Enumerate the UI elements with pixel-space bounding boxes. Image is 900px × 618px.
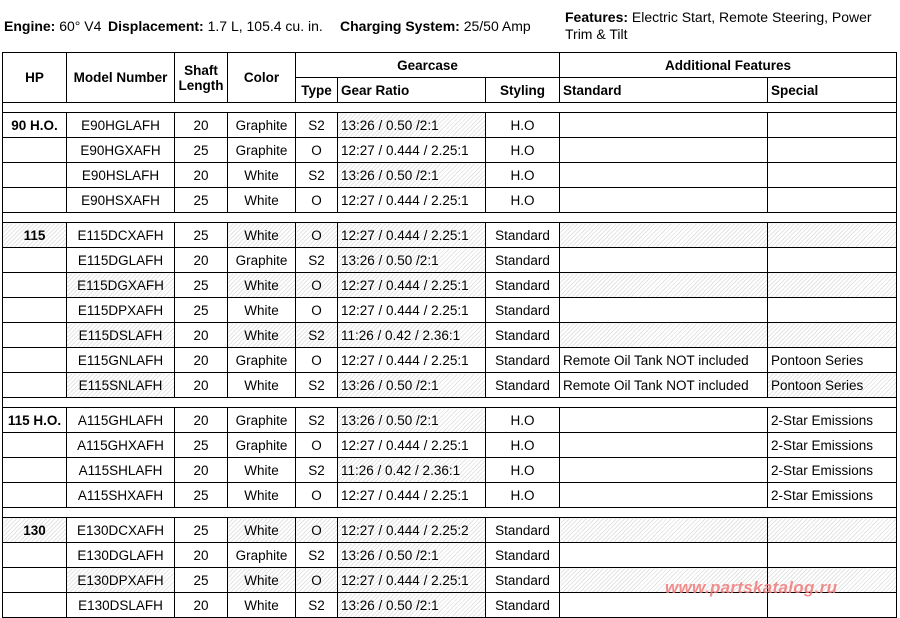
cell-styling: Standard <box>486 248 560 273</box>
cell-standard <box>560 298 768 323</box>
table-body <box>3 103 897 618</box>
engine-value: 60° V4 <box>59 18 102 34</box>
cell-special <box>768 298 897 323</box>
cell-ratio: 13:26 / 0.50 /2:1 <box>338 113 486 138</box>
cell-special: 2-Star Emissions <box>768 408 897 433</box>
cell-model: E115DGLAFH <box>67 248 175 273</box>
cell-hp <box>3 188 67 213</box>
col-standard: Standard <box>560 78 768 103</box>
cell-hp <box>3 483 67 508</box>
cell-type: O <box>296 348 338 373</box>
displacement-value: 1.7 L, 105.4 cu. in. <box>207 18 323 34</box>
cell-standard <box>560 518 768 543</box>
cell-hp: 115 H.O. <box>3 408 67 433</box>
table-row <box>3 543 897 568</box>
cell-color: Graphite <box>228 348 296 373</box>
cell-type: O <box>296 298 338 323</box>
cell-model: E115DPXAFH <box>67 298 175 323</box>
cell-shaft: 20 <box>175 248 228 273</box>
cell-shaft: 20 <box>175 163 228 188</box>
col-gear-ratio: Gear Ratio <box>338 78 486 103</box>
cell-shaft: 20 <box>175 408 228 433</box>
cell-styling: H.O <box>486 433 560 458</box>
cell-standard <box>560 433 768 458</box>
cell-color: White <box>228 223 296 248</box>
cell-ratio: 13:26 / 0.50 /2:1 <box>338 408 486 433</box>
cell-styling: Standard <box>486 348 560 373</box>
cell-special <box>768 518 897 543</box>
spacer-cell <box>3 103 897 113</box>
col-gearcase: Gearcase <box>296 53 560 78</box>
cell-hp <box>3 593 67 618</box>
cell-model: E90HSLAFH <box>67 163 175 188</box>
cell-special: Pontoon Series <box>768 373 897 398</box>
watermark: www.partskatalog.ru <box>665 578 838 597</box>
features-label: Features: <box>565 9 629 25</box>
spacer-cell <box>3 398 897 408</box>
spacer-cell <box>3 213 897 223</box>
cell-ratio: 13:26 / 0.50 /2:1 <box>338 593 486 618</box>
cell-ratio: 12:27 / 0.444 / 2.25:1 <box>338 483 486 508</box>
table-row <box>3 458 897 483</box>
col-shaft-line1: Shaft <box>184 62 218 78</box>
cell-ratio: 12:27 / 0.444 / 2.25:1 <box>338 188 486 213</box>
cell-shaft: 25 <box>175 138 228 163</box>
cell-hp <box>3 298 67 323</box>
cell-ratio: 12:27 / 0.444 / 2.25:2 <box>338 518 486 543</box>
cell-hp <box>3 568 67 593</box>
cell-special: 2-Star Emissions <box>768 458 897 483</box>
cell-color: White <box>228 458 296 483</box>
cell-hp: 115 <box>3 223 67 248</box>
cell-model: E115DSLAFH <box>67 323 175 348</box>
cell-hp <box>3 248 67 273</box>
cell-styling: H.O <box>486 113 560 138</box>
cell-styling: Standard <box>486 373 560 398</box>
cell-hp <box>3 458 67 483</box>
cell-standard <box>560 408 768 433</box>
cell-standard <box>560 458 768 483</box>
cell-shaft: 25 <box>175 188 228 213</box>
cell-special: Pontoon Series <box>768 348 897 373</box>
cell-color: White <box>228 518 296 543</box>
cell-special <box>768 188 897 213</box>
cell-special <box>768 138 897 163</box>
cell-type: S2 <box>296 323 338 348</box>
cell-special <box>768 543 897 568</box>
table-row <box>3 113 897 138</box>
cell-standard: Remote Oil Tank NOT included <box>560 373 768 398</box>
cell-model: E90HSXAFH <box>67 188 175 213</box>
cell-styling: Standard <box>486 568 560 593</box>
table-row <box>3 323 897 348</box>
cell-type: S2 <box>296 373 338 398</box>
cell-model: E90HGLAFH <box>67 113 175 138</box>
cell-color: White <box>228 593 296 618</box>
cell-styling: H.O <box>486 408 560 433</box>
cell-color: Graphite <box>228 543 296 568</box>
table-row <box>3 298 897 323</box>
cell-type: S2 <box>296 458 338 483</box>
cell-color: Graphite <box>228 433 296 458</box>
cell-special: 2-Star Emissions <box>768 483 897 508</box>
displacement-label: Displacement: <box>108 18 204 34</box>
cell-type: S2 <box>296 543 338 568</box>
cell-type: S2 <box>296 113 338 138</box>
group-spacer <box>3 508 897 518</box>
cell-styling: H.O <box>486 458 560 483</box>
cell-color: White <box>228 483 296 508</box>
table-row <box>3 273 897 298</box>
cell-styling: Standard <box>486 593 560 618</box>
cell-shaft: 25 <box>175 433 228 458</box>
cell-ratio: 12:27 / 0.444 / 2.25:1 <box>338 568 486 593</box>
cell-type: O <box>296 273 338 298</box>
cell-styling: Standard <box>486 323 560 348</box>
engine-spec <box>4 18 101 34</box>
cell-standard <box>560 188 768 213</box>
cell-ratio: 13:26 / 0.50 /2:1 <box>338 373 486 398</box>
cell-hp <box>3 138 67 163</box>
cell-color: White <box>228 298 296 323</box>
cell-ratio: 12:27 / 0.444 / 2.25:1 <box>338 433 486 458</box>
cell-model: A115SHXAFH <box>67 483 175 508</box>
cell-type: O <box>296 483 338 508</box>
cell-type: S2 <box>296 163 338 188</box>
cell-ratio: 12:27 / 0.444 / 2.25:1 <box>338 348 486 373</box>
table-row <box>3 248 897 273</box>
cell-shaft: 20 <box>175 458 228 483</box>
cell-hp <box>3 273 67 298</box>
displacement-spec <box>108 18 323 34</box>
cell-model: E115DGXAFH <box>67 273 175 298</box>
cell-model: E115GNLAFH <box>67 348 175 373</box>
cell-special <box>768 323 897 348</box>
col-styling: Styling <box>486 78 560 103</box>
cell-ratio: 12:27 / 0.444 / 2.25:1 <box>338 298 486 323</box>
table-row <box>3 373 897 398</box>
group-spacer <box>3 398 897 408</box>
table-row <box>3 348 897 373</box>
cell-styling: H.O <box>486 163 560 188</box>
col-type: Type <box>296 78 338 103</box>
charging-spec <box>340 18 531 34</box>
cell-type: S2 <box>296 593 338 618</box>
col-hp: HP <box>3 53 67 103</box>
table-row <box>3 223 897 248</box>
cell-hp <box>3 433 67 458</box>
features-spec <box>565 9 895 43</box>
cell-shaft: 20 <box>175 348 228 373</box>
cell-standard <box>560 248 768 273</box>
cell-color: White <box>228 568 296 593</box>
cell-model: E130DSLAFH <box>67 593 175 618</box>
cell-hp <box>3 348 67 373</box>
cell-styling: H.O <box>486 138 560 163</box>
cell-ratio: 13:26 / 0.50 /2:1 <box>338 248 486 273</box>
cell-ratio: 13:26 / 0.50 /2:1 <box>338 543 486 568</box>
table-row <box>3 433 897 458</box>
col-additional: Additional Features <box>560 53 897 78</box>
col-shaft <box>175 53 228 103</box>
cell-shaft: 25 <box>175 518 228 543</box>
cell-standard <box>560 223 768 248</box>
cell-model: E115DCXAFH <box>67 223 175 248</box>
cell-model: E130DPXAFH <box>67 568 175 593</box>
engine-label: Engine: <box>4 18 56 34</box>
table-row <box>3 408 897 433</box>
cell-hp <box>3 323 67 348</box>
cell-standard <box>560 323 768 348</box>
cell-special <box>768 248 897 273</box>
cell-shaft: 25 <box>175 273 228 298</box>
cell-standard <box>560 483 768 508</box>
cell-color: Graphite <box>228 113 296 138</box>
cell-styling: H.O <box>486 483 560 508</box>
cell-hp <box>3 373 67 398</box>
table-row <box>3 188 897 213</box>
cell-hp: 130 <box>3 518 67 543</box>
cell-standard <box>560 543 768 568</box>
cell-shaft: 20 <box>175 323 228 348</box>
col-color: Color <box>228 53 296 103</box>
cell-shaft: 25 <box>175 568 228 593</box>
table-row <box>3 483 897 508</box>
cell-color: White <box>228 323 296 348</box>
cell-type: O <box>296 188 338 213</box>
table-header-row-1 <box>3 53 897 78</box>
cell-special <box>768 113 897 138</box>
features-value: Electric Start, Remote Steering, Power Trim & Tilt <box>565 9 872 42</box>
cell-standard <box>560 113 768 138</box>
cell-color: Graphite <box>228 248 296 273</box>
cell-styling: H.O <box>486 188 560 213</box>
cell-model: A115GHXAFH <box>67 433 175 458</box>
cell-styling: Standard <box>486 223 560 248</box>
cell-shaft: 25 <box>175 483 228 508</box>
col-shaft-line2: Length <box>178 77 224 93</box>
col-special: Special <box>768 78 897 103</box>
cell-type: O <box>296 568 338 593</box>
cell-color: White <box>228 188 296 213</box>
cell-standard <box>560 138 768 163</box>
cell-model: E130DGLAFH <box>67 543 175 568</box>
charging-label: Charging System: <box>340 18 460 34</box>
cell-type: S2 <box>296 408 338 433</box>
cell-special <box>768 273 897 298</box>
cell-color: White <box>228 163 296 188</box>
cell-styling: Standard <box>486 273 560 298</box>
cell-hp <box>3 543 67 568</box>
cell-ratio: 11:26 / 0.42 / 2.36:1 <box>338 458 486 483</box>
cell-hp <box>3 163 67 188</box>
cell-color: White <box>228 373 296 398</box>
cell-color: Graphite <box>228 408 296 433</box>
cell-standard: Remote Oil Tank NOT included <box>560 348 768 373</box>
cell-special: 2-Star Emissions <box>768 433 897 458</box>
cell-model: E130DCXAFH <box>67 518 175 543</box>
cell-styling: Standard <box>486 298 560 323</box>
col-model: Model Number <box>67 53 175 103</box>
cell-model: E90HGXAFH <box>67 138 175 163</box>
cell-model: E115SNLAFH <box>67 373 175 398</box>
cell-shaft: 20 <box>175 113 228 138</box>
cell-hp: 90 H.O. <box>3 113 67 138</box>
cell-type: S2 <box>296 248 338 273</box>
cell-ratio: 12:27 / 0.444 / 2.25:1 <box>338 223 486 248</box>
cell-type: O <box>296 518 338 543</box>
cell-special <box>768 223 897 248</box>
cell-shaft: 20 <box>175 593 228 618</box>
cell-type: O <box>296 433 338 458</box>
model-table <box>2 52 897 618</box>
spec-header <box>0 0 900 52</box>
cell-model: A115SHLAFH <box>67 458 175 483</box>
cell-shaft: 25 <box>175 298 228 323</box>
cell-shaft: 20 <box>175 373 228 398</box>
cell-standard <box>560 273 768 298</box>
spacer-cell <box>3 508 897 518</box>
cell-model: A115GHLAFH <box>67 408 175 433</box>
cell-type: O <box>296 138 338 163</box>
group-spacer <box>3 213 897 223</box>
cell-special <box>768 163 897 188</box>
cell-standard <box>560 163 768 188</box>
cell-type: O <box>296 223 338 248</box>
cell-color: Graphite <box>228 138 296 163</box>
table-row <box>3 518 897 543</box>
cell-ratio: 12:27 / 0.444 / 2.25:1 <box>338 138 486 163</box>
cell-ratio: 11:26 / 0.42 / 2.36:1 <box>338 323 486 348</box>
cell-styling: Standard <box>486 543 560 568</box>
table-row <box>3 163 897 188</box>
group-spacer <box>3 103 897 113</box>
cell-ratio: 12:27 / 0.444 / 2.25:1 <box>338 273 486 298</box>
cell-ratio: 13:26 / 0.50 /2:1 <box>338 163 486 188</box>
charging-value: 25/50 Amp <box>463 18 531 34</box>
cell-styling: Standard <box>486 518 560 543</box>
cell-color: White <box>228 273 296 298</box>
table-row <box>3 138 897 163</box>
cell-shaft: 25 <box>175 223 228 248</box>
cell-shaft: 20 <box>175 543 228 568</box>
